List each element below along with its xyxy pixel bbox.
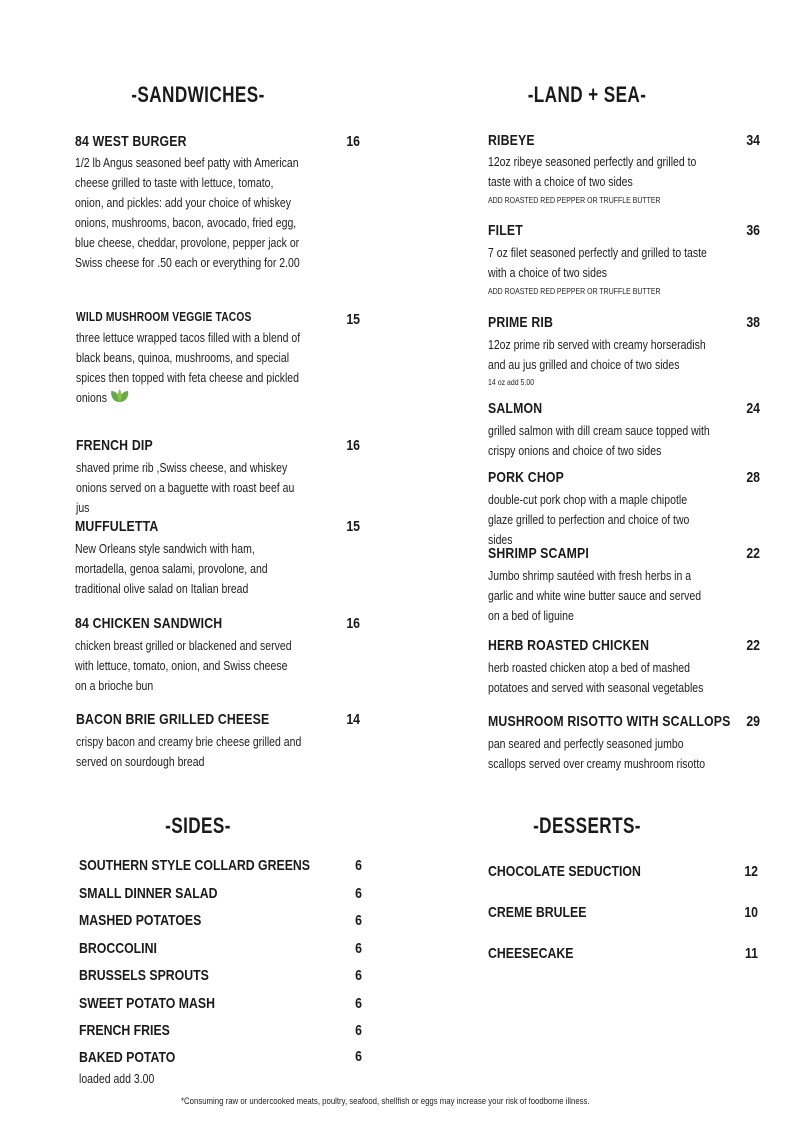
menu-item-description: shaved prime rib ,Swiss cheese, and whiskey onions served on a baguette with roast beef au jus	[76, 461, 295, 515]
menu-item-price: 16	[346, 133, 360, 150]
land-sea-heading: -LAND + SEA-	[527, 82, 647, 107]
menu-item-description: crispy bacon and creamy brie cheese grilled and served on sourdough bread	[76, 735, 302, 769]
menu-item-price: 29	[746, 713, 760, 730]
menu-item-name: SHRIMP SCAMPI	[488, 545, 590, 562]
side-item-name: BAKED POTATO	[79, 1049, 176, 1066]
side-item-name: BRUSSELS SPROUTS	[79, 967, 209, 984]
side-item-price: 6	[355, 995, 362, 1012]
dessert-item-name: CHOCOLATE SEDUCTION	[488, 863, 641, 880]
menu-item-note: 14 oz add 5.00	[488, 377, 535, 387]
side-item-price: 6	[355, 1048, 362, 1065]
menu-item-price: 28	[746, 469, 760, 486]
food-safety-disclaimer: *Consuming raw or undercooked meats, poultry, seafood, shellfish or eggs may increase your risk of foodborne illness.	[181, 1096, 590, 1107]
dessert-item-price: 11	[744, 945, 758, 962]
sides-heading: -SIDES-	[165, 813, 231, 838]
menu-item-name: PORK CHOP	[488, 469, 564, 486]
side-item-name: SWEET POTATO MASH	[79, 995, 215, 1012]
desserts-heading: -DESSERTS-	[533, 813, 641, 838]
menu-item-name: BACON BRIE GRILLED CHEESE	[76, 711, 270, 728]
dessert-item-name: CREME BRULEE	[488, 904, 587, 921]
menu-item-price: 16	[346, 615, 360, 632]
menu-item-description: Jumbo shrimp sautéed with fresh herbs in a garlic and white wine butter sauce and served on a bed of liguine	[488, 569, 702, 623]
menu-item-name: FILET	[488, 222, 523, 239]
menu-item-price: 15	[346, 518, 360, 535]
side-item-name: SMALL DINNER SALAD	[79, 885, 218, 902]
menu-item-price: 36	[746, 222, 760, 239]
leaf-icon	[109, 389, 129, 409]
menu-item-name: WILD MUSHROOM VEGGIE TACOS	[76, 310, 252, 324]
side-item-name: SOUTHERN STYLE COLLARD GREENS	[79, 857, 310, 874]
menu-item-name: RIBEYE	[488, 132, 535, 149]
menu-item-price: 34	[746, 132, 760, 149]
menu-item-price: 22	[746, 637, 760, 654]
menu-item-description: New Orleans style sandwich with ham, mortadella, genoa salami, provolone, and traditional olive salad on Italian bread	[75, 542, 268, 596]
menu-item-description: 12oz prime rib served with creamy horseradish and au jus grilled and choice of two sides	[488, 338, 706, 372]
menu-item-description: chicken breast grilled or blackened and served with lettuce, tomato, onion, and Swiss cheese on a brioche bun	[75, 639, 292, 693]
menu-item-note: ADD ROASTED RED PEPPER OR TRUFFLE BUTTER	[488, 286, 661, 296]
menu-item-name: MUSHROOM RISOTTO WITH SCALLOPS	[488, 713, 731, 730]
dessert-item-name: CHEESECAKE	[488, 945, 574, 962]
menu-item-name: FRENCH DIP	[76, 437, 153, 454]
menu-item-price: 16	[346, 437, 360, 454]
menu-item-note: ADD ROASTED RED PEPPER OR TRUFFLE BUTTER	[488, 195, 661, 205]
dessert-item-price: 10	[744, 904, 758, 921]
menu-item-price: 15	[346, 311, 360, 328]
menu-item-description: three lettuce wrapped tacos filled with a blend of black beans, quinoa, mushrooms, and special spices then topped with feta cheese and pickled onions	[76, 328, 303, 409]
side-item-name: FRENCH FRIES	[79, 1022, 170, 1039]
side-item-note: loaded add 3.00	[79, 1072, 155, 1086]
menu-item-name: 84 CHICKEN SANDWICH	[75, 615, 223, 632]
side-item-price: 6	[355, 885, 362, 902]
menu-item-description: 7 oz filet seasoned perfectly and grilled to taste with a choice of two sides	[488, 246, 707, 280]
menu-item-description: herb roasted chicken atop a bed of mashed potatoes and served with seasonal vegetables	[488, 661, 704, 695]
menu-item-description: grilled salmon with dill cream sauce topped with crispy onions and choice of two sides	[488, 424, 710, 458]
side-item-price: 6	[355, 967, 362, 984]
sandwiches-heading: -SANDWICHES-	[131, 82, 265, 107]
menu-item-price: 14	[346, 711, 360, 728]
menu-item-price: 22	[746, 545, 760, 562]
menu-item-name: MUFFULETTA	[75, 518, 159, 535]
menu-item-description: 1/2 lb Angus seasoned beef patty with American cheese grilled to taste with lettuce, tomato, onion, and pickles: add your choice of whiskey onions, mushrooms, bacon, avocado, fried egg, blue cheese, cheddar, provolone, pepper jack or Swiss cheese for .50 each or everything for 2.00	[75, 156, 300, 270]
menu-item-price: 38	[746, 314, 760, 331]
menu-item-name: 84 WEST BURGER	[75, 133, 187, 150]
side-item-name: BROCCOLINI	[79, 940, 157, 957]
menu-item-description: 12oz ribeye seasoned perfectly and grilled to taste with a choice of two sides	[488, 155, 697, 189]
menu-item-name: HERB ROASTED CHICKEN	[488, 637, 650, 654]
side-item-price: 6	[355, 912, 362, 929]
side-item-name: MASHED POTATOES	[79, 912, 202, 929]
menu-item-name: PRIME RIB	[488, 314, 554, 331]
menu-item-price: 24	[746, 400, 760, 417]
menu-item-description: double-cut pork chop with a maple chipotle glaze grilled to perfection and choice of two sides	[488, 493, 690, 547]
side-item-price: 6	[355, 857, 362, 874]
menu-item-description: pan seared and perfectly seasoned jumbo scallops served over creamy mushroom risotto	[488, 737, 706, 771]
dessert-item-price: 12	[744, 863, 758, 880]
side-item-price: 6	[355, 940, 362, 957]
menu-item-name: SALMON	[488, 400, 543, 417]
side-item-price: 6	[355, 1022, 362, 1039]
